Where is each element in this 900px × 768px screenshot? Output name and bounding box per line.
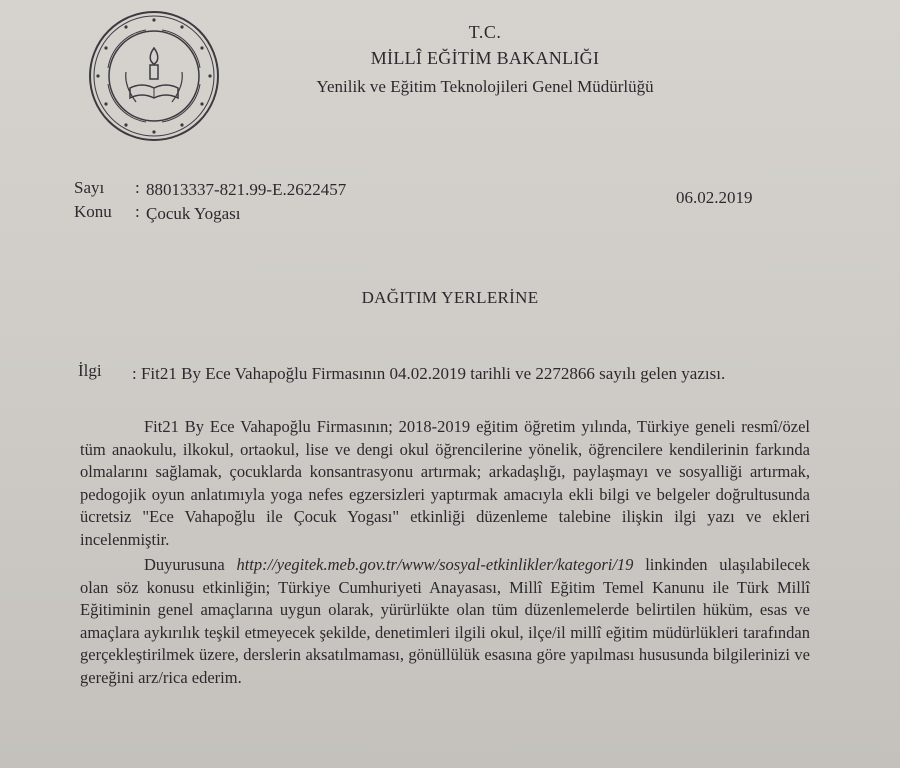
body-paragraph-2 [80,554,810,690]
konu-value: Çocuk Yogası [146,204,241,223]
header-directorate: Yenilik ve Eğitim Teknolojileri Genel Müdürlüğü [316,77,654,96]
body-paragraph-2-after: linkinden ulaşılabilecek olan söz konusu etkinliğin; Türkiye Cumhuriyeti Anayasası, Millî Eğitim Temel Kanunu ile Türk Millî Eğitiminin genel amaçlarına uygun olarak, yürürlükte olan tüm düzenlemelerde belirtilen hüküm, esas ve amaçlara aykırılık teşkil etmeyecek şekilde, denetimleri ilgili okul, ilçe/il millî eğitim müdürlükleri tarafından gerçekleştirilmek üzere, derslerin aksatılmaması, gönüllülük esasına göre yapılması hususunda bilgilerinizi ve gereğini arz/rica ederim. [80,555,810,687]
announcement-link[interactable]: http://yegitek.meb.gov.tr/www/sosyal-etkinlikler/kategori/19 [236,555,634,574]
body-paragraph-2-before: Duyurusuna [144,555,237,574]
meb-seal-icon [86,8,222,144]
body-paragraph-1 [80,416,810,552]
header-ministry: MİLLÎ EĞİTİM BAKANLIĞI [370,48,600,68]
konu-colon: : [135,202,140,221]
konu-label: Konu [74,202,112,221]
sayi-value: 88013337-821.99-E.2622457 [146,180,347,199]
sayi-label: Sayı [74,178,105,197]
sayi-colon: : [135,178,140,197]
header-tc: T.C. [468,22,502,42]
ilgi-text: : Fit21 By Ece Vahapoğlu Firmasının 04.02.2019 tarihli ve 2272866 sayılı gelen yazısı. [132,364,726,383]
body-paragraph-1-text: Fit21 By Ece Vahapoğlu Firmasının; 2018-2019 eğitim öğretim yılında, Türkiye geneli resmî/özel tüm anaokulu, ilkokul, ortaokul, lise ve dengi okul öğrencilerine yönelik, öğrencilere kendilerinin farkında olmalarını sağlamak, çocuklarda konsantrasyonu artırmak; arkadaşlığı, paylaşmayı ve sosyalliği artırmak, pedogojik oyun anlatımıyla yoga nefes egzersizleri yaptırmak amacıyla ekli bilgi ve belgeler doğrultusunda ücretsiz "Ece Vahapoğlu ile Çocuk Yogası" etkinliği düzenleme talebine ilişkin ilgi yazı ve ekleri incelenmiştir. [80,417,810,549]
ilgi-label: İlgi [78,361,102,380]
recipient-heading: DAĞITIM YERLERİNE [361,288,539,307]
document-date: 06.02.2019 [676,188,753,207]
